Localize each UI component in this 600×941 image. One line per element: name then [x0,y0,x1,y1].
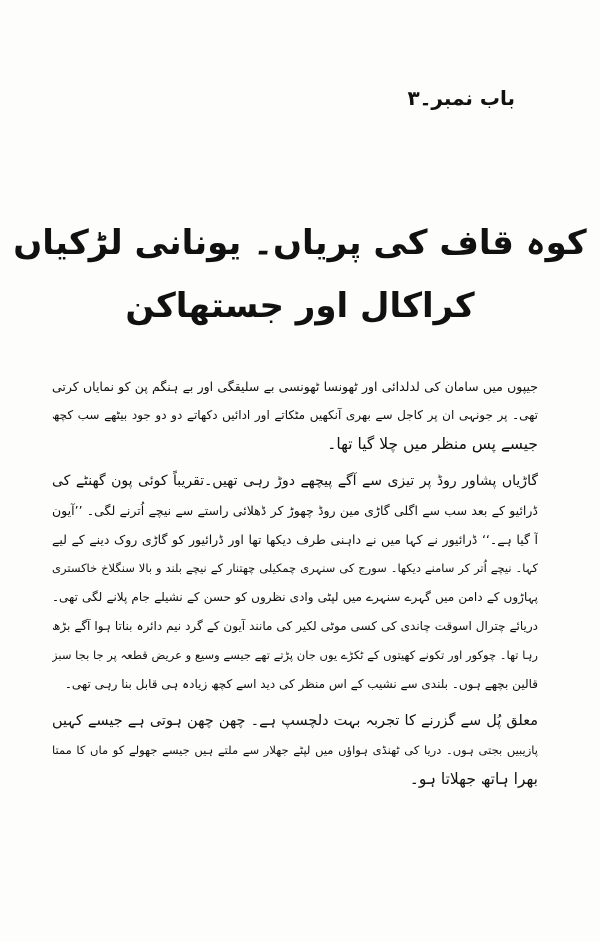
text-line: دریائے چترال اسوقت چاندی کی کسی موٹی لکیر کی مانند آیون کے گرد نیم دائرہ بناتا ہوا آگے بڑھ [52,619,538,633]
text-line: پازیبیں بجتی ہوں۔ دریا کی ٹھنڈی ہواؤں میں لپٹے جھلار سے ملتے ہیں جیسے جھولے کو ماں کا ممتا [52,743,538,757]
chapter-title-line-1: کوہ قاف کی پریاں۔ یونانی لڑکیاں [13,223,587,263]
text-line: جیپوں میں سامان کی لدلدائی اور ٹھونسا ٹھونسی بے سلیقگی اور بے ہنگم پن کو نمایاں کرتی [52,379,538,394]
text-line: قالین بچھے ہوں۔ بلندی سے نشیب کے اس منظر کی دید اسے کچھ زیادہ ہی قابل بنا رہی تھی۔ [64,677,538,691]
text-line: گاڑیاں پشاور روڈ پر تیزی سے آگے پیچھے دوڑ رہی تھیں۔تقریباً کوئی پون گھنٹے کی [52,473,538,489]
text-line: بھرا ہاتھ جھلاتا ہو۔ [409,770,538,788]
text-line: جیسے پس منظر میں چلا گیا تھا۔ [327,435,538,453]
paragraph-2 [52,467,538,699]
text-line: ڈرائیو کے بعد سب سے اگلی گاڑی مین روڈ چھوڑ کر ڈھلائی راستے سے نیچے اُترنے لگی۔ ’’آیون [52,503,538,518]
text-line: آ گیا ہے۔‘‘ ڈرائیور نے کہا میں نے داہنی طرف دیکھا تھا اور ڈرائیور کو گاڑی روک دینے کے لیے [52,532,538,547]
body-text [52,372,538,802]
text-line: رہا تھا۔ چوکور اور تکونے کھیتوں کے ٹکڑے یوں جان پڑتے تھے جیسے وسیع و عریض قطعہ پر جا بجا سبز [52,648,538,662]
paragraph-1 [52,372,538,459]
paragraph-3 [52,707,538,794]
text-line: تھی۔ پر جونہی ان پر کاجل سے بھری آنکھیں مٹکاتے اور ادائیں دکھاتے دو دو جود بیٹھے سب کچھ [52,408,538,422]
chapter-number: باب نمبر۔۳ [407,86,515,110]
text-line: پہاڑوں کے دامن میں گہرے سنہرے میں لپٹی وادی نظروں کو حسن کے نشیلے جام پلانے لگی تھی۔ [52,590,538,604]
text-line: کہا۔ نیچے اُتر کر سامنے دیکھا۔ سورج کی سنہری چمکیلی چھتنار کے نیچے بلند و بالا سنگلاخ خاکستری [52,561,538,575]
text-line: معلق پُل سے گزرنے کا تجربہ بہت دلچسپ ہے۔ چھن چھن ہوتی ہے جیسے کہیں [52,713,538,729]
chapter-title-line-2: کراکال اور جستھاکن [125,286,475,326]
